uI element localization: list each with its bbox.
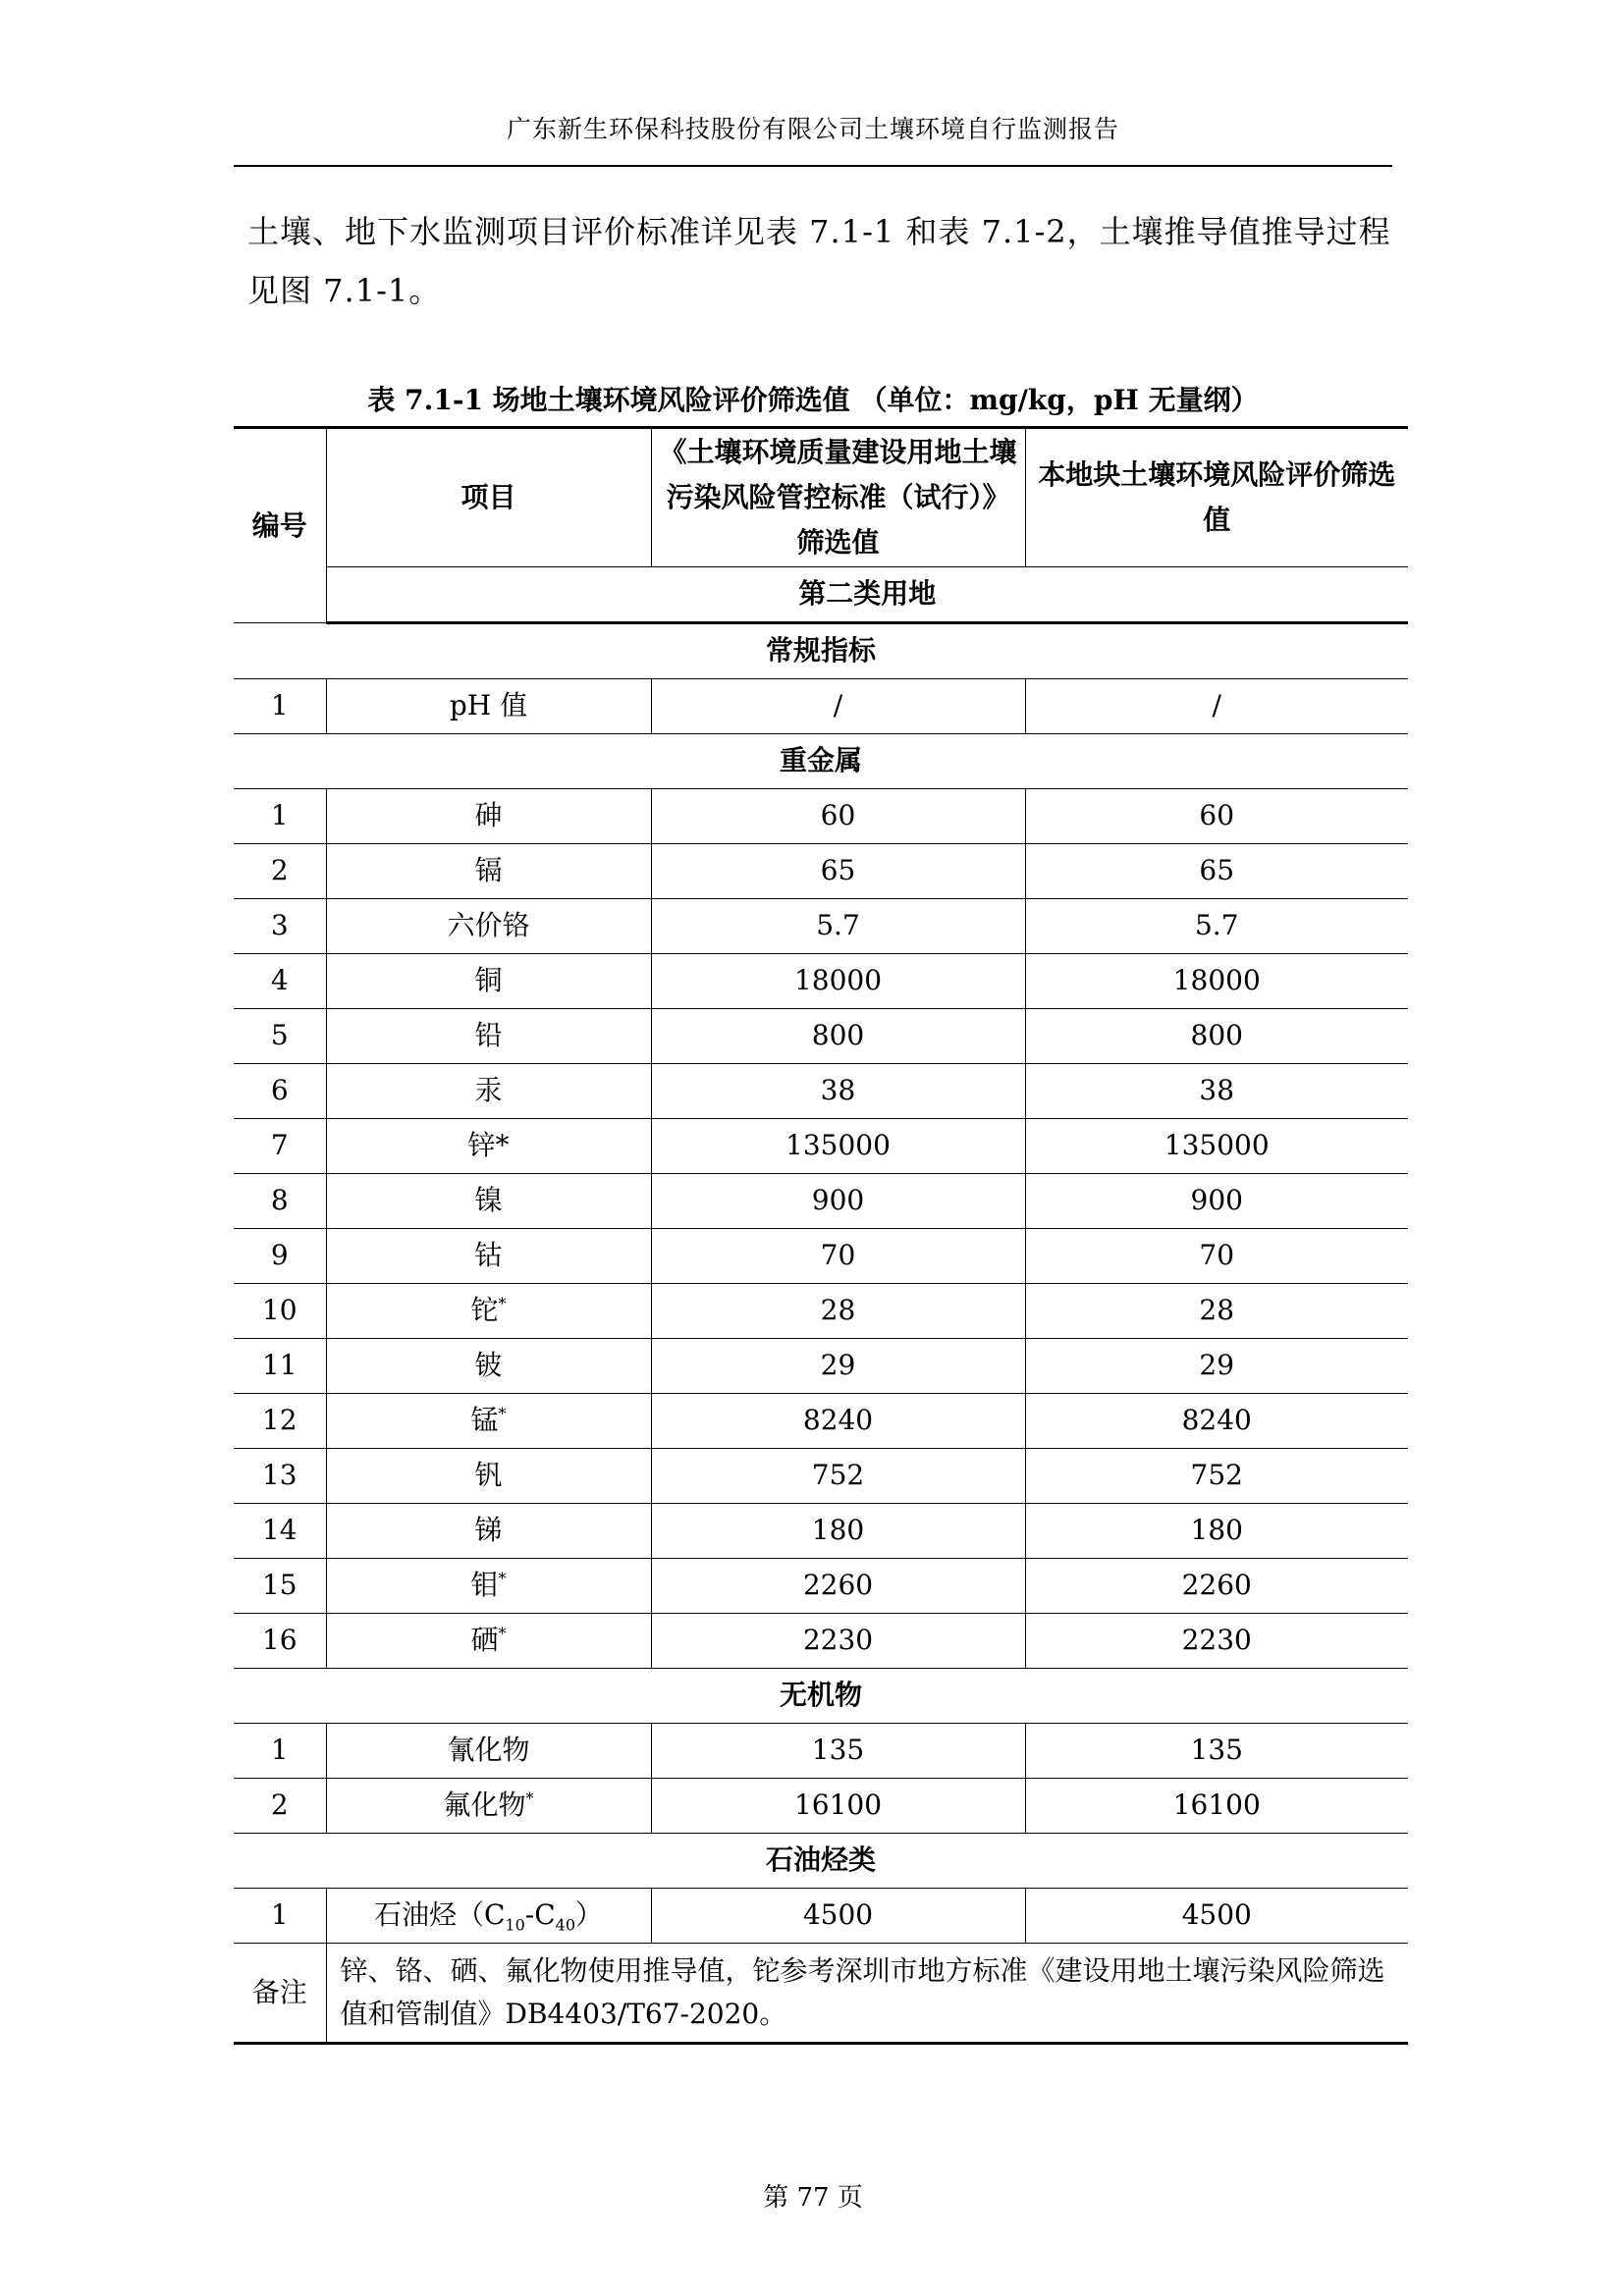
row-standard-value: 65 (651, 844, 1025, 899)
row-item (326, 1009, 651, 1064)
row-no: 6 (234, 1064, 326, 1119)
table-row (234, 1284, 1408, 1339)
row-no: 12 (234, 1394, 326, 1449)
row-item-label: 氟化物 (443, 1789, 526, 1822)
row-item (326, 1229, 651, 1284)
row-item-label: 钼 (470, 1569, 499, 1602)
row-item-label: 硒 (470, 1624, 499, 1657)
row-item-part: 10 (505, 1915, 525, 1935)
row-item-label: pH 值 (449, 689, 528, 722)
row-standard-value: 60 (651, 789, 1025, 844)
group-header: 重金属 (234, 734, 1408, 789)
row-site-value: 2230 (1025, 1614, 1408, 1669)
row-site-value: 65 (1025, 844, 1408, 899)
land-class-header: 第二类用地 (326, 567, 1408, 623)
row-item-label: 铅 (474, 1019, 503, 1052)
table-row (234, 1064, 1408, 1119)
row-standard-value: 180 (651, 1504, 1025, 1559)
row-site-value: 28 (1025, 1284, 1408, 1339)
header-rule (234, 165, 1392, 167)
note-text: 锌、铬、硒、氟化物使用推导值，铊参考深圳市地方标准《建设用地土壤污染风险筛选值和管制值》DB4403/T67-2020。 (326, 1944, 1408, 2044)
row-item-label: 钒 (474, 1459, 503, 1492)
table-row (234, 1449, 1408, 1504)
row-standard-value: 800 (651, 1009, 1025, 1064)
row-no: 7 (234, 1119, 326, 1174)
row-item-mark: * (498, 1294, 507, 1313)
row-item-part: 40 (555, 1915, 576, 1935)
page-number: 第 77 页 (763, 2183, 863, 2213)
row-no: 9 (234, 1229, 326, 1284)
table-row (234, 1559, 1408, 1614)
column-header-site: 本地块土壤环境风险评价筛选值 (1025, 428, 1408, 567)
row-item-label: 镍 (474, 1184, 503, 1217)
row-standard-value: 29 (651, 1339, 1025, 1394)
row-site-value: 135000 (1025, 1119, 1408, 1174)
row-no: 5 (234, 1009, 326, 1064)
row-site-value: 70 (1025, 1229, 1408, 1284)
table-row (234, 1724, 1408, 1779)
row-standard-value: 70 (651, 1229, 1025, 1284)
row-item-label: 铊 (470, 1294, 499, 1327)
row-item (326, 789, 651, 844)
row-site-value: / (1025, 679, 1408, 734)
row-no: 16 (234, 1614, 326, 1669)
table-row (234, 1229, 1408, 1284)
row-standard-value: 18000 (651, 954, 1025, 1009)
row-site-value: 29 (1025, 1339, 1408, 1394)
row-site-value: 8240 (1025, 1394, 1408, 1449)
row-no: 1 (234, 789, 326, 844)
table-row (234, 1614, 1408, 1669)
row-item-label: 铜 (474, 964, 503, 997)
row-site-value: 4500 (1025, 1889, 1408, 1944)
row-item (326, 954, 651, 1009)
row-item-part: -C (524, 1898, 556, 1932)
row-no: 1 (234, 1889, 326, 1944)
row-item-label: 钴 (474, 1239, 503, 1272)
row-standard-value: 8240 (651, 1394, 1025, 1449)
row-item (326, 1724, 651, 1779)
column-header-standard: 《土壤环境质量建设用地土壤污染风险管控标准（试行）》筛选值 (651, 428, 1025, 567)
row-no: 3 (234, 899, 326, 954)
row-item (326, 899, 651, 954)
table-row (234, 1009, 1408, 1064)
page-header: 广东新生环保科技股份有限公司土壤环境自行监测报告 (506, 115, 1119, 143)
table-row (234, 1394, 1408, 1449)
row-item (326, 1779, 651, 1834)
table-row (234, 954, 1408, 1009)
row-standard-value: 4500 (651, 1889, 1025, 1944)
row-standard-value: 28 (651, 1284, 1025, 1339)
row-item (326, 844, 651, 899)
row-no: 14 (234, 1504, 326, 1559)
row-no: 4 (234, 954, 326, 1009)
row-item-part: ） (575, 1898, 604, 1932)
row-item-mark: * (525, 1789, 534, 1808)
row-site-value: 800 (1025, 1009, 1408, 1064)
table-caption: 表 7.1-1 场地土壤环境风险评价筛选值 （单位：mg/kg，pH 无量纲） (367, 384, 1259, 416)
table-row (234, 1174, 1408, 1229)
row-no: 15 (234, 1559, 326, 1614)
intro-paragraph: 土壤、地下水监测项目评价标准详见表 7.1-1 和表 7.1-2，土壤推导值推导过程见图 7.1-1。 (247, 213, 1391, 309)
row-no: 2 (234, 1779, 326, 1834)
row-item-part: 石油烃（C (373, 1898, 506, 1932)
row-item (326, 1449, 651, 1504)
row-site-value: 180 (1025, 1504, 1408, 1559)
row-standard-value: 752 (651, 1449, 1025, 1504)
table-row (234, 1339, 1408, 1394)
row-standard-value: 900 (651, 1174, 1025, 1229)
column-header-no: 编号 (234, 428, 326, 623)
row-standard-value: 2230 (651, 1614, 1025, 1669)
row-item (326, 1394, 651, 1449)
row-item-label: 镉 (474, 854, 503, 887)
note-label: 备注 (234, 1944, 326, 2044)
row-standard-value: 38 (651, 1064, 1025, 1119)
row-item (326, 1119, 651, 1174)
row-site-value: 2260 (1025, 1559, 1408, 1614)
row-item-label: 铍 (474, 1349, 503, 1382)
row-item (326, 1889, 651, 1944)
row-no: 8 (234, 1174, 326, 1229)
row-item-label: 锑 (474, 1514, 503, 1547)
row-item (326, 1339, 651, 1394)
row-site-value: 900 (1025, 1174, 1408, 1229)
row-standard-value: 16100 (651, 1779, 1025, 1834)
row-standard-value: / (651, 679, 1025, 734)
table-row (234, 789, 1408, 844)
row-standard-value: 2260 (651, 1559, 1025, 1614)
table-row (234, 899, 1408, 954)
screening-values-table (234, 426, 1408, 2045)
row-standard-value: 135 (651, 1724, 1025, 1779)
table-row (234, 679, 1408, 734)
row-item (326, 1284, 651, 1339)
row-site-value: 16100 (1025, 1779, 1408, 1834)
row-no: 10 (234, 1284, 326, 1339)
row-site-value: 752 (1025, 1449, 1408, 1504)
table-row (234, 1119, 1408, 1174)
table-row (234, 1889, 1408, 1944)
row-site-value: 60 (1025, 789, 1408, 844)
row-item (326, 1504, 651, 1559)
row-item (326, 1559, 651, 1614)
table-row (234, 1504, 1408, 1559)
row-no: 2 (234, 844, 326, 899)
group-header: 常规指标 (234, 623, 1408, 679)
row-standard-value: 5.7 (651, 899, 1025, 954)
row-item (326, 1064, 651, 1119)
row-item-mark: * (498, 1624, 507, 1643)
row-standard-value: 135000 (651, 1119, 1025, 1174)
row-no: 11 (234, 1339, 326, 1394)
row-item-label: 锰 (470, 1404, 499, 1437)
row-site-value: 38 (1025, 1064, 1408, 1119)
column-header-item: 项目 (326, 428, 651, 567)
group-header: 无机物 (234, 1669, 1408, 1724)
table-row (234, 844, 1408, 899)
row-item-label: 砷 (474, 799, 503, 832)
row-no: 1 (234, 1724, 326, 1779)
row-item-label: 氰化物 (447, 1734, 530, 1767)
row-item-label: 锌* (467, 1129, 510, 1162)
row-item-label: 六价铬 (447, 909, 530, 942)
row-item (326, 679, 651, 734)
row-item (326, 1174, 651, 1229)
row-site-value: 5.7 (1025, 899, 1408, 954)
row-item-label: 汞 (474, 1074, 503, 1107)
row-no: 13 (234, 1449, 326, 1504)
row-no: 1 (234, 679, 326, 734)
row-item-mark: * (498, 1404, 507, 1423)
row-site-value: 18000 (1025, 954, 1408, 1009)
row-item-mark: * (498, 1569, 507, 1588)
table-row (234, 1779, 1408, 1834)
row-item (326, 1614, 651, 1669)
group-header: 石油烃类 (234, 1834, 1408, 1889)
row-site-value: 135 (1025, 1724, 1408, 1779)
